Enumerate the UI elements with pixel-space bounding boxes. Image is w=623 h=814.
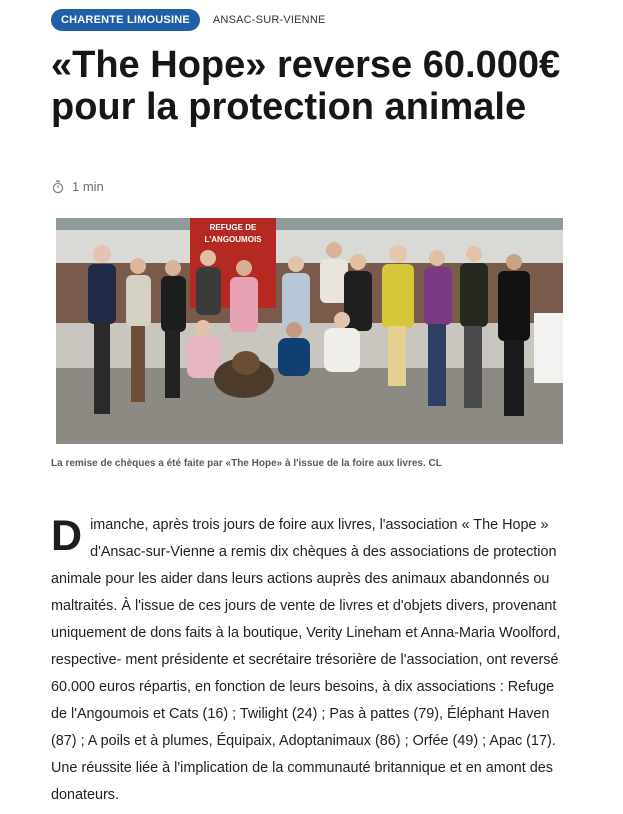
stopwatch-icon [52,180,64,194]
location-tag[interactable]: ANSAC-SUR-VIENNE [212,14,326,26]
article-body [51,512,571,809]
svg-text:L'ANGOUMOIS: L'ANGOUMOIS [204,235,262,244]
photo-caption: La remise de chèques a été faite par «The Hope» à l'issue de la foire aux livres. CL [51,458,442,469]
group-photo-illustration [56,218,563,444]
svg-text:REFUGE DE: REFUGE DE [209,223,257,232]
article-photo[interactable] [56,218,563,444]
category-tag[interactable]: CHARENTE LIMOUSINE [51,9,200,31]
read-time-label: 1 min [72,179,104,194]
article-paragraph: imanche, après trois jours de foire aux livres, l'association « The Hope » d'Ansac-sur-Vienne a remis dix chèques à des associations de protection animale pour les aider dans leurs actions auprès des animaux abandonnés ou maltraités. À l'issue de ces jours de vente de livres et d'objets divers, provenant uniquement de dons faits à la boutique, Verity Lineham et Anna-Maria Woolford, respective- ment présidente et secrétaire trésorière de l'association, ont reversé 60.000 euros répartis, en fonction de leurs besoins, à dix associations : Refuge de l'Angoumois et Cats (16) ; Twilight (24) ; Pas à pattes (79), Éléphant Haven (87) ; A poils et à plumes, Équipaix, Adoptanimaux (86) ; Orfée (49) ; Apac (17). Une réussite liée à l'implication de la communauté britannique et en amont des donateurs. [51,517,561,803]
drop-cap: D [51,512,83,560]
article-title: «The Hope» reverse 60.000€ pour la protection animale [51,44,561,128]
read-time [52,179,104,194]
article-tags [51,9,326,31]
